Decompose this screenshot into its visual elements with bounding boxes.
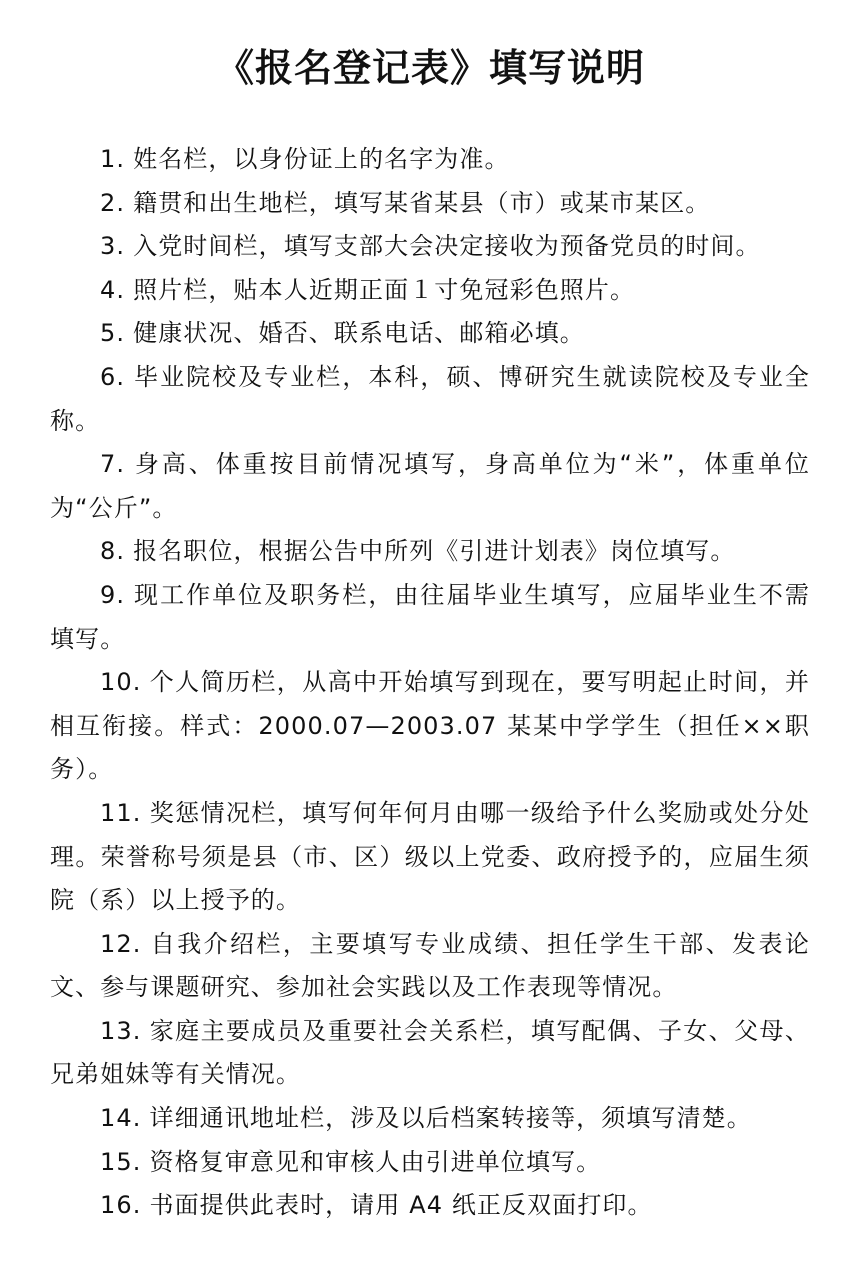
item-number: 14. [100, 1104, 142, 1133]
list-item [50, 182, 810, 226]
item-text: 姓名栏，以身份证上的名字为准。 [133, 145, 510, 173]
list-item [50, 225, 810, 269]
item-text: 奖惩情况栏，填写何年何月由哪一级给予什么奖励或处分处理。荣誉称号须是县（市、区）级以上党委、政府授予的，应届生须院（系）以上授予的。 [50, 798, 810, 915]
list-item [50, 269, 810, 313]
list-item [50, 792, 810, 923]
item-number: 12. [100, 929, 142, 958]
item-text: 个人简历栏，从高中开始填写到现在，要写明起止时间，并相互衔接。样式：2000.07—2003.07 某某中学学生（担任××职务）。 [50, 668, 810, 784]
item-text: 详细通讯地址栏，涉及以后档案转接等，须填写清楚。 [149, 1104, 752, 1133]
item-number: 2. [100, 188, 126, 217]
instruction-list [50, 138, 810, 1228]
list-item [50, 356, 810, 443]
item-number: 13. [100, 1016, 142, 1045]
item-text: 照片栏，贴本人近期正面１寸免冠彩色照片。 [133, 275, 636, 304]
item-number: 5. [100, 319, 126, 348]
item-text: 健康状况、婚否、联系电话、邮箱必填。 [133, 319, 585, 348]
item-text: 报名职位，根据公告中所列《引进计划表》岗位填写。 [133, 537, 736, 566]
item-text: 入党时间栏，填写支部大会决定接收为预备党员的时间。 [133, 232, 761, 261]
list-item [50, 661, 810, 792]
item-number: 10. [100, 668, 142, 697]
item-text: 身高、体重按目前情况填写，身高单位为“米”，体重单位为“公斤”。 [50, 450, 810, 522]
item-text: 毕业院校及专业栏，本科，硕、博研究生就读院校及专业全称。 [50, 362, 810, 435]
list-item [50, 923, 810, 1010]
item-text: 自我介绍栏，主要填写专业成绩、担任学生干部、发表论文、参与课题研究、参加社会实践以及工作表现等情况。 [50, 929, 810, 1002]
item-number: 1. [100, 145, 126, 173]
item-text: 书面提供此表时，请用 A4 纸正反双面打印。 [149, 1191, 653, 1220]
item-text: 家庭主要成员及重要社会关系栏，填写配偶、子女、父母、兄弟姐妹等有关情况。 [50, 1016, 810, 1089]
item-text: 籍贯和出生地栏，填写某省某县（市）或某市某区。 [133, 188, 711, 217]
item-number: 16. [100, 1191, 142, 1220]
item-number: 11. [100, 798, 142, 827]
item-number: 9. [100, 580, 126, 609]
page-title: 《报名登记表》填写说明 [215, 46, 645, 90]
list-item [50, 443, 810, 530]
item-text: 资格复审意见和审核人由引进单位填写。 [149, 1147, 602, 1176]
list-item [50, 530, 810, 574]
item-number: 4. [100, 275, 126, 304]
item-number: 8. [100, 537, 126, 566]
list-item [50, 1184, 810, 1228]
list-item [50, 574, 810, 661]
list-item [50, 1010, 810, 1097]
item-number: 3. [100, 232, 126, 261]
item-text: 现工作单位及职务栏，由往届毕业生填写，应届毕业生不需填写。 [50, 580, 810, 653]
list-item [50, 1141, 810, 1185]
list-item [50, 138, 810, 182]
list-item [50, 1097, 810, 1141]
item-number: 7. [100, 450, 126, 479]
list-item [50, 312, 810, 356]
item-number: 15. [100, 1147, 142, 1176]
item-number: 6. [100, 362, 126, 391]
